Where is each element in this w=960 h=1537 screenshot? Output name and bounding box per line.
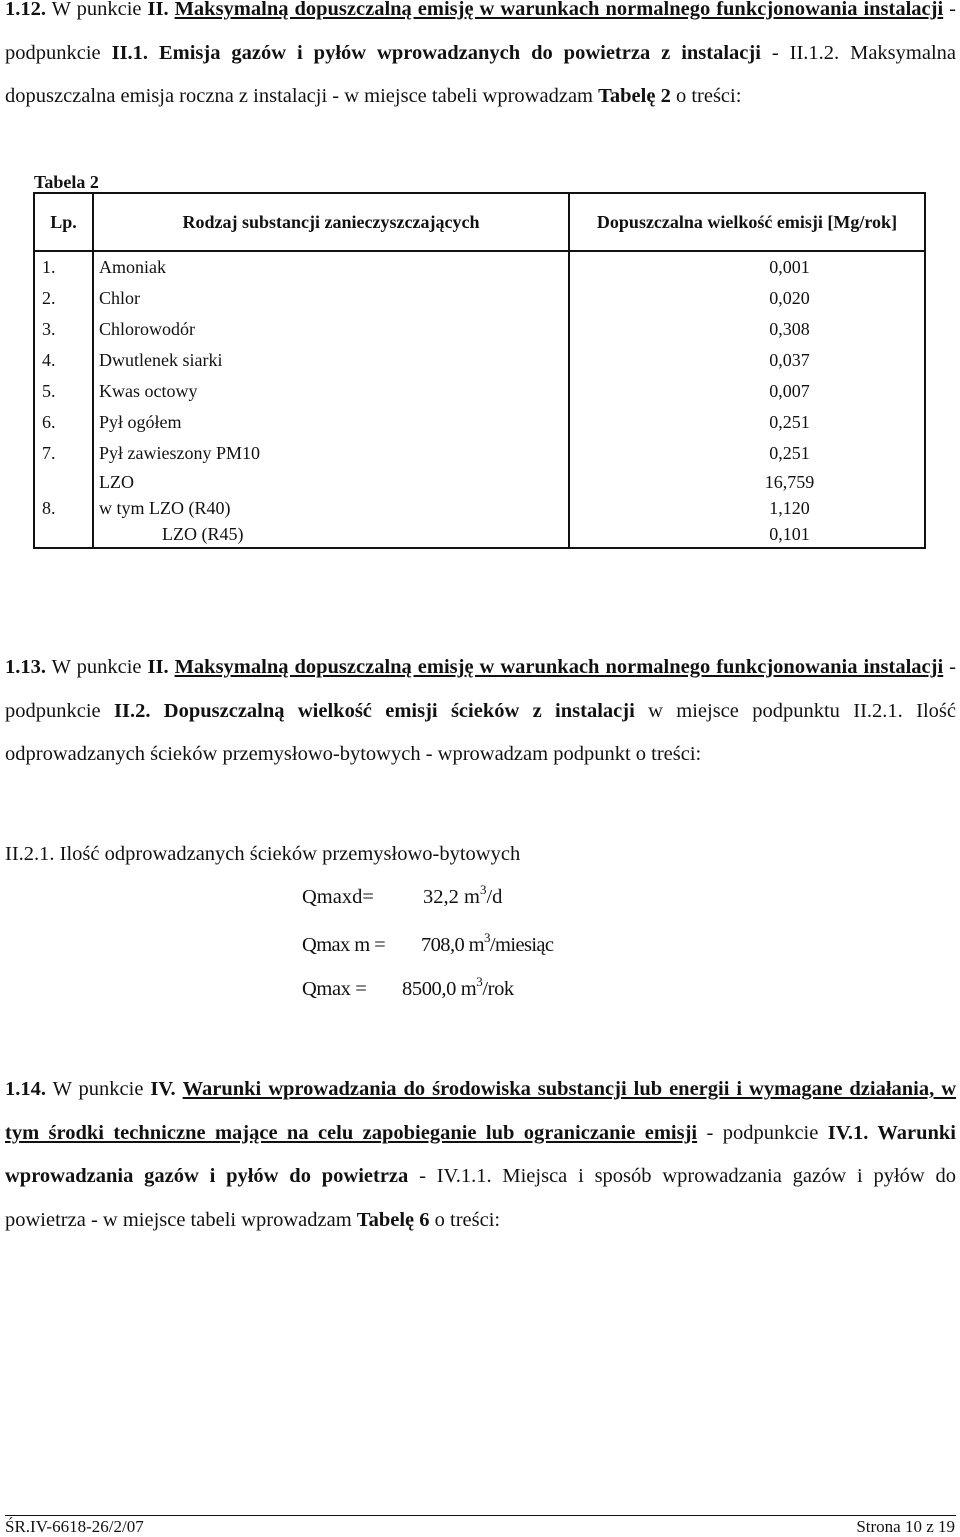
text-underlined: Warunki wprowadzania do środowiska substancji lub energii i wymagane działania, w tym środki techniczne mające na celu zapobieganie lub ograniczanie emisji [5, 1078, 956, 1144]
text [176, 1078, 183, 1100]
row-substance: Pył zawieszony PM10 [93, 438, 569, 469]
table-row [34, 438, 925, 469]
section-number: 1.12. [5, 0, 46, 20]
row-lp: 7. [34, 438, 93, 469]
row-value: 0,251 [569, 438, 925, 469]
substance-line: LZO (R45) [162, 524, 244, 544]
row-lp: 2. [34, 283, 93, 314]
row-value: 0,020 [569, 283, 925, 314]
row-lp: 1. [34, 251, 93, 283]
text-bold: II.1. Emisja gazów i pyłów wprowadzanych do powietrza z instalacji [111, 41, 761, 64]
text-underlined: Maksymalną dopuszczalną emisję w warunkach normalnego funkcjonowania instalacji [174, 656, 944, 678]
row-value [569, 469, 925, 548]
section-number: 1.14. [5, 1078, 46, 1100]
row-lp: 6. [34, 407, 93, 438]
text-underlined: Maksymalną dopuszczalną emisję w warunkach normalnego funkcjonowania instalacji [174, 0, 944, 20]
flow-value: 32,2 $m^3/d$ [423, 882, 503, 908]
row-lp: 8. [34, 469, 93, 548]
text: W punkcie [46, 1078, 151, 1100]
header-lp: Lp. [34, 193, 93, 251]
row-lp: 4. [34, 345, 93, 376]
text: w miejsce podpunktu II.2.1. Ilość odprowadzanych ścieków przemysłowo-bytowych - wprowadzam podpunkt o treści: [5, 699, 956, 765]
row-value: 0,308 [569, 314, 925, 345]
section-1-14 [5, 1068, 956, 1242]
text: - II.1.2. Maksymalna dopuszczalna emisja roczna z instalacji - w miejsce tabeli wprowadzam [5, 41, 956, 107]
section-number: 1.13. [5, 656, 46, 678]
row-substance [93, 469, 569, 548]
text-bold: Tabelę 6 [356, 1208, 430, 1231]
table-row [34, 345, 925, 376]
row-lp: 3. [34, 314, 93, 345]
flow-value: 8500,0 $m^3$/rok [402, 974, 514, 1000]
text: - podpunkcie [697, 1121, 828, 1144]
flow-label: Qmax m = [302, 934, 386, 956]
table-row [34, 251, 925, 283]
table-row [34, 407, 925, 438]
text-bold: IV.1. Warunki wprowadzania gazów i pyłów do powietrza [5, 1121, 956, 1187]
section-1-12 [5, 0, 956, 119]
text: W punkcie [46, 0, 148, 20]
emission-table [33, 192, 926, 549]
table-row [34, 469, 925, 548]
footer-reference: ŚR.IV-6618-26/2/07 [5, 1517, 144, 1536]
text-bold: IV. [150, 1078, 176, 1100]
table-row [34, 314, 925, 345]
value-line: 16,759 [764, 472, 815, 492]
row-value: 0,251 [569, 407, 925, 438]
flow-label: Qmax = [302, 978, 367, 1000]
subsection-text: II.2.1. Ilość odprowadzanych ścieków przemysłowo-bytowych [5, 843, 521, 865]
row-substance: Dwutlenek siarki [93, 345, 569, 376]
text: - podpunkcie [5, 0, 957, 64]
table-row [34, 283, 925, 314]
text: o treści: [670, 85, 742, 107]
flow-row-monthly [0, 930, 960, 964]
text-bold: II. [147, 656, 169, 678]
row-substance: Chlor [93, 283, 569, 314]
row-substance: Chlorowodór [93, 314, 569, 345]
row-lp: 5. [34, 376, 93, 407]
footer-divider [5, 1515, 956, 1516]
value-line: 0,101 [769, 524, 810, 544]
text: o treści: [429, 1208, 501, 1231]
header-emission: Dopuszczalna wielkość emisji [Mg/rok] [569, 193, 925, 251]
table-label: Tabela 2 [34, 172, 99, 192]
text: - IV.1.1. Miejsca i sposób wprowadzania gazów i pyłów do powietrza - w miejsce tabeli wprowadzam [5, 1165, 957, 1231]
text-bold: II. [147, 0, 169, 20]
row-substance: Pył ogółem [93, 407, 569, 438]
flow-value: 708,0 $m^3$/miesiąc [421, 930, 554, 956]
row-value: 0,007 [569, 376, 925, 407]
substance-line: w tym LZO (R40) [99, 498, 231, 518]
text-bold: II.2. Dopuszczalną wielkość emisji ścieków z instalacji [114, 699, 635, 722]
row-value: 0,001 [569, 251, 925, 283]
value-line: 1,120 [769, 498, 810, 518]
text: - podpunkcie [5, 656, 957, 722]
text: W punkcie [46, 656, 148, 678]
text-bold: Tabelę 2 [598, 85, 671, 107]
footer-page-number: Strona 10 z 19 [856, 1517, 955, 1536]
header-substance: Rodzaj substancji zanieczyszczających [93, 193, 569, 251]
section-1-13 [5, 646, 956, 777]
flow-row-yearly [0, 974, 960, 1008]
row-substance: Amoniak [93, 251, 569, 283]
table-row [34, 376, 925, 407]
substance-line: LZO [99, 472, 134, 492]
row-substance: Kwas octowy [93, 376, 569, 407]
flow-row-daily [0, 882, 960, 916]
row-value: 0,037 [569, 345, 925, 376]
flow-label: Qmaxd= [302, 886, 374, 908]
